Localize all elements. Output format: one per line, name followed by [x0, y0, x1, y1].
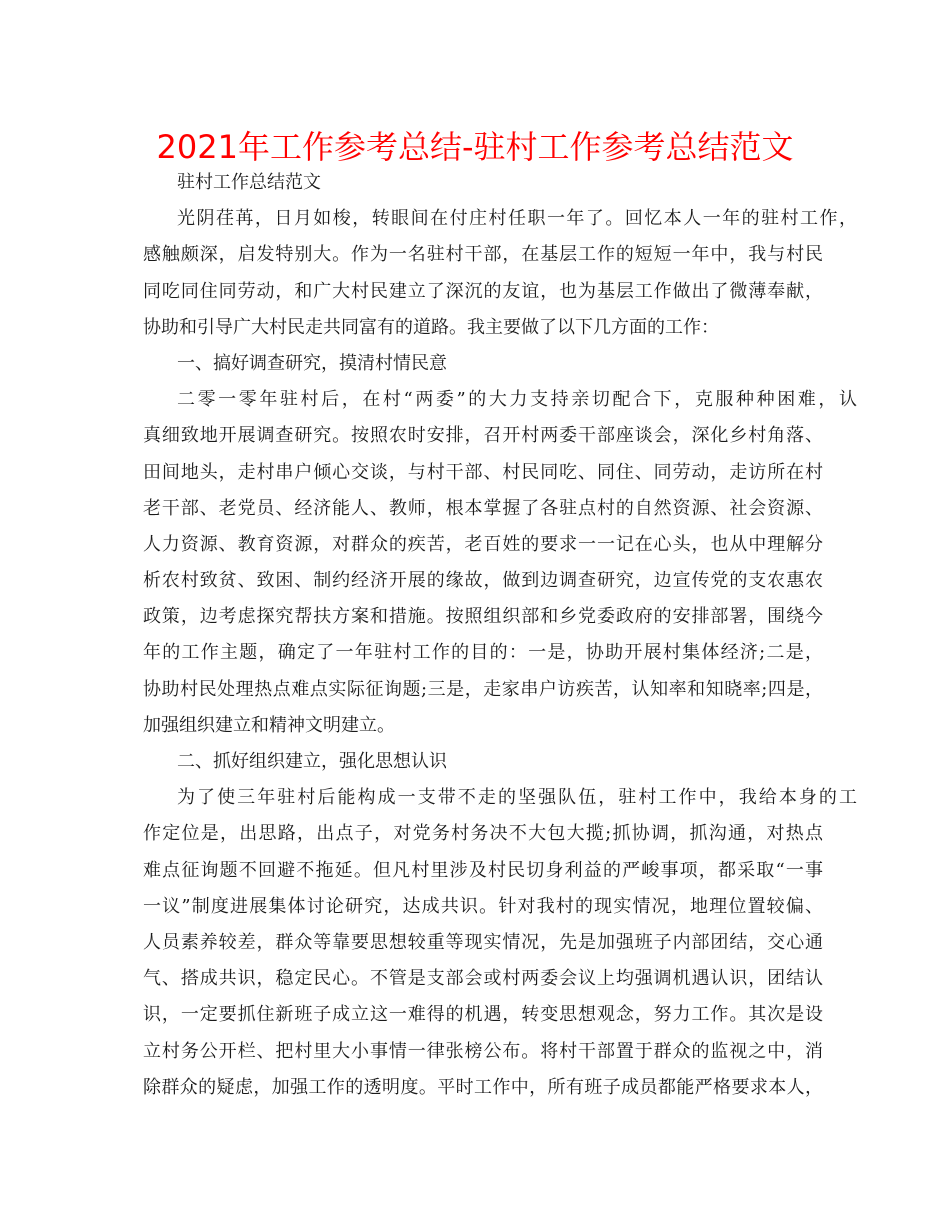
document-body — [143, 165, 857, 1106]
paragraph-line: 光阴荏苒，日月如梭，转眼间在付庄村任职一年了。回忆本人一年的驻村工作， — [177, 208, 857, 230]
subtitle-line: 驻村工作总结范文 — [177, 172, 321, 193]
paragraph-line: 协助村民处理热点难点实际征询题;三是，走家串户访疾苦，认知率和知晓率;四是， — [143, 678, 823, 700]
paragraph-line: 田间地头，走村串户倾心交谈，与村干部、村民同吃、同住、同劳动，走访所在村 — [143, 461, 823, 483]
paragraph-line: 老干部、老党员、经济能人、教师，根本掌握了各驻点村的自然资源、社会资源、 — [143, 497, 823, 519]
paragraph-line: 年的工作主题，确定了一年驻村工作的目的：一是，协助开展村集体经济;二是， — [143, 642, 823, 664]
paragraph-line: 难点征询题不回避不拖延。但凡村里涉及村民切身利益的严峻事项，都采取“一事 — [143, 859, 823, 881]
paragraph-line: 为了使三年驻村后能构成一支带不走的坚强队伍，驻村工作中，我给本身的工 — [177, 787, 857, 809]
paragraph-line: 析农村致贫、致困、制约经济开展的缘故，做到边调查研究，边宣传党的支农惠农 — [143, 570, 823, 592]
paragraph-line: 人员素养较差，群众等靠要思想较重等现实情况，先是加强班子内部团结，交心通 — [143, 931, 823, 953]
paragraph-line: 一议”制度进展集体讨论研究，达成共识。针对我村的现实情况，地理位置较偏、 — [143, 895, 823, 917]
paragraph-line: 政策，边考虑探究帮扶方案和措施。按照组织部和乡党委政府的安排部署，围绕今 — [143, 606, 823, 628]
paragraph-line: 二零一零年驻村后，在村“两委”的大力支持亲切配合下，克服种种困难，认 — [177, 389, 857, 411]
section-heading: 一、搞好调查研究，摸清村情民意 — [177, 352, 447, 374]
document-title: 2021年工作参考总结-驻村工作参考总结范文 — [156, 128, 794, 166]
paragraph-line: 真细致地开展调查研究。按照农时安排，召开村两委干部座谈会，深化乡村角落、 — [143, 425, 823, 447]
paragraph-line: 同吃同住同劳动，和广大村民建立了深沉的友谊，也为基层工作做出了微薄奉献， — [143, 280, 823, 302]
paragraph-line: 作定位是，出思路，出点子，对党务村务决不大包大揽;抓协调，抓沟通，对热点 — [143, 823, 823, 845]
paragraph-line: 协助和引导广大村民走共同富有的道路。我主要做了以下几方面的工作： — [143, 316, 719, 338]
paragraph-line: 除群众的疑虑，加强工作的透明度。平时工作中，所有班子成员都能严格要求本人， — [143, 1076, 823, 1098]
paragraph-line: 识，一定要抓住新班子成立这一难得的机遇，转变思想观念，努力工作。其次是设 — [143, 1004, 823, 1026]
paragraph-line: 感触颇深，启发特别大。作为一名驻村干部，在基层工作的短短一年中，我与村民 — [143, 244, 823, 266]
paragraph-line: 人力资源、教育资源，对群众的疾苦，老百姓的要求一一记在心头，也从中理解分 — [143, 533, 823, 555]
paragraph-line: 加强组织建立和精神文明建立。 — [143, 714, 395, 736]
paragraph-line: 气、搭成共识，稳定民心。不管是支部会或村两委会议上均强调机遇认识，团结认 — [143, 968, 823, 990]
section-heading: 二、抓好组织建立，强化思想认识 — [177, 751, 447, 772]
paragraph-line: 立村务公开栏、把村里大小事情一律张榜公布。将村干部置于群众的监视之中，消 — [143, 1040, 823, 1062]
